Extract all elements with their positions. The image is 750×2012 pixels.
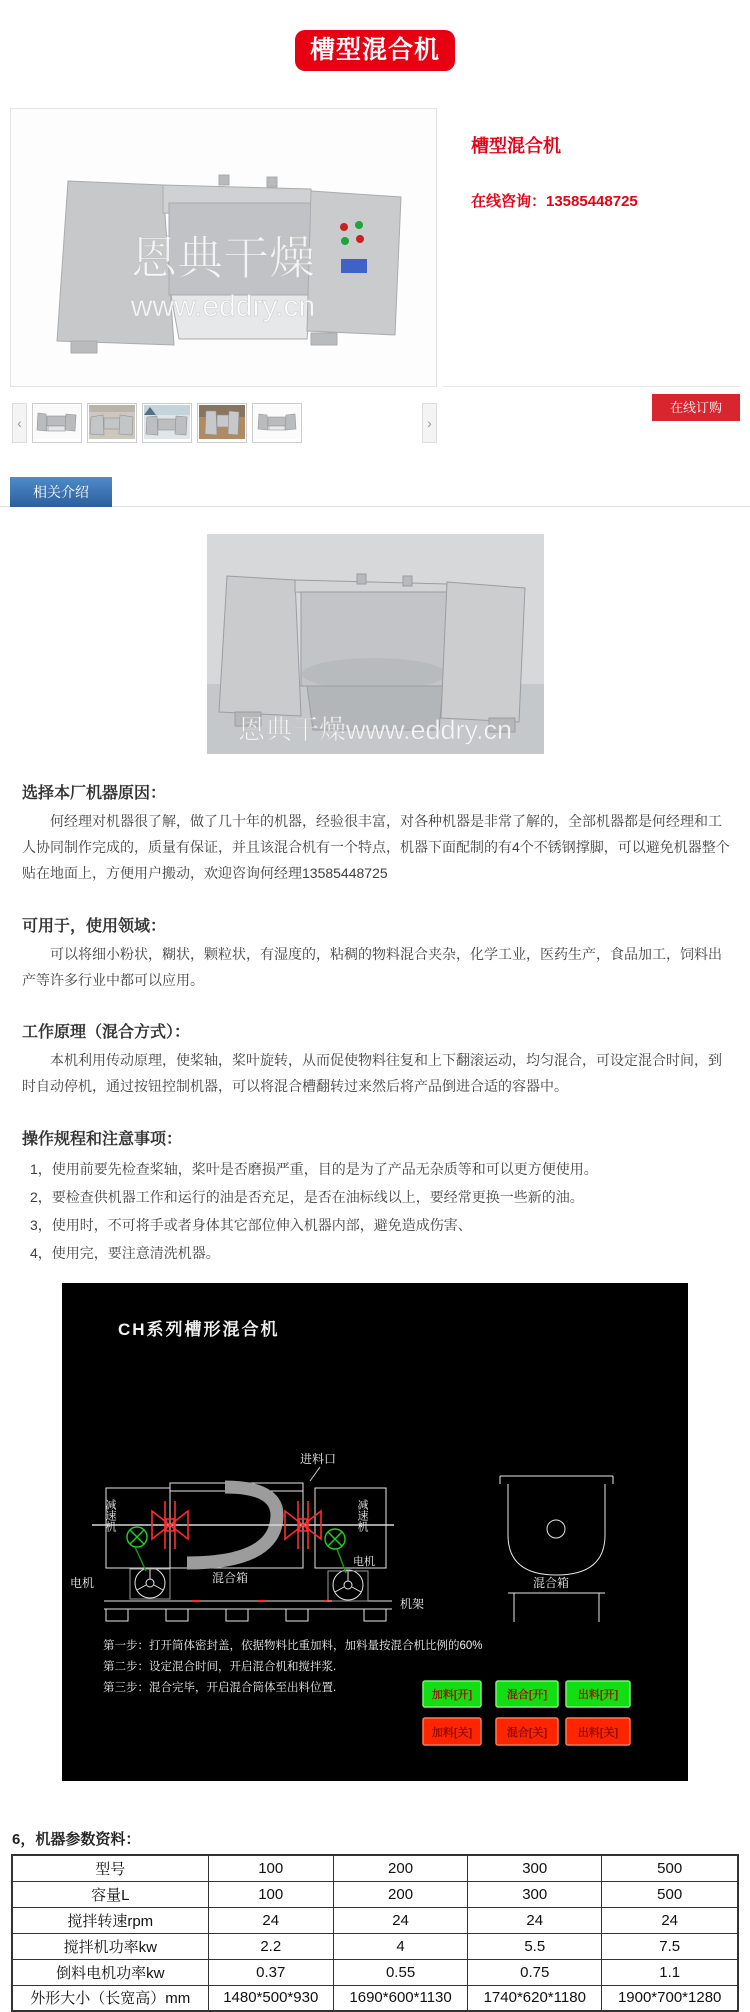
cell: 0.75 <box>468 1959 602 1985</box>
button-mix-off[interactable]: 混合[关] <box>506 1727 548 1740</box>
cell: 500 <box>602 1855 738 1881</box>
thumbnail-4[interactable] <box>197 403 247 443</box>
row-label: 搅拌转速rpm <box>12 1907 208 1933</box>
cad-step-1: 第一步：打开筒体密封盖，依据物料比重加料，加料量按混合机比例的60% <box>103 1640 483 1653</box>
operation-item: 2，要检查供机器工作和运行的油是否充足，是否在油标线以上，要经常更换一些新的油。 <box>30 1189 584 1206</box>
button-mix-on[interactable]: 混合[开] <box>506 1689 548 1702</box>
cad-label-reducer-left: 减速机 <box>104 1499 116 1533</box>
row-label: 型号 <box>12 1855 208 1881</box>
cad-label-motor-left: 电机 <box>70 1576 95 1591</box>
cell: 24 <box>333 1907 467 1933</box>
cell: 1690*600*1130 <box>333 1985 467 2011</box>
consult-phone-line: 在线咨询：13585448725 <box>471 193 638 210</box>
cell: 24 <box>208 1907 333 1933</box>
cell: 5.5 <box>468 1933 602 1959</box>
cell: 4 <box>333 1933 467 1959</box>
cell: 0.55 <box>333 1959 467 1985</box>
product-main-image[interactable] <box>10 108 437 387</box>
thumbnail-3[interactable] <box>142 403 192 443</box>
cad-label-feed-inlet: 进料口 <box>300 1452 337 1467</box>
spec-table-caption: 6，机器参数资料： <box>12 1831 141 1849</box>
table-row <box>12 1985 738 2011</box>
row-label: 搅拌机功率kw <box>12 1933 208 1959</box>
section-heading-operation: 操作规程和注意事项： <box>22 1131 183 1149</box>
thumbnail-5[interactable] <box>252 403 302 443</box>
section-heading-usage: 可用于，使用领域： <box>22 917 167 935</box>
cad-diagram <box>62 1283 688 1781</box>
cell: 300 <box>468 1855 602 1881</box>
gallery-next-button[interactable]: › <box>422 403 437 443</box>
cell: 1900*700*1280 <box>602 1985 738 2011</box>
cad-label-mixing-box-side: 混合箱 <box>533 1576 570 1591</box>
table-row <box>12 1855 738 1881</box>
cell: 200 <box>333 1881 467 1907</box>
cell: 1.1 <box>602 1959 738 1985</box>
button-discharge-on[interactable]: 出料[开] <box>577 1689 619 1702</box>
thumbnail-1[interactable] <box>32 403 82 443</box>
cell: 300 <box>468 1881 602 1907</box>
button-discharge-off[interactable]: 出料[关] <box>577 1727 619 1740</box>
cad-label-mixing-box-front: 混合箱 <box>212 1571 249 1586</box>
cad-label-frame: 机架 <box>400 1597 425 1612</box>
section-heading-principle: 工作原理（混合方式）： <box>22 1024 191 1042</box>
cell: 100 <box>208 1881 333 1907</box>
operation-list <box>22 1155 734 1267</box>
cad-step-2: 第二步：设定混合时间，开启混合机和搅拌浆. <box>103 1661 337 1674</box>
tab-related-intro[interactable]: 相关介绍 <box>10 477 112 507</box>
section-body-principle: 本机利用传动原理，使桨轴，桨叶旋转，从而促使物料往复和上下翻滚运动，均匀混合，可设定混合时间，到时自动停机，通过按钮控制机器，可以将混合槽翻转过来然后将产品倒进合适的容器中。 <box>22 1052 722 1095</box>
operation-item: 4，使用完，要注意清洗机器。 <box>30 1245 220 1262</box>
section-heading-reasons: 选择本厂机器原因： <box>22 785 167 802</box>
intro-photo <box>207 534 544 754</box>
cell: 24 <box>468 1907 602 1933</box>
product-section <box>10 108 740 387</box>
intro-machine-photo <box>207 534 544 754</box>
table-row <box>12 1959 738 1985</box>
cad-title: CH系列槽形混合机 <box>118 1320 280 1340</box>
cad-label-reducer-right: 减速机 <box>356 1499 368 1533</box>
row-label: 容量L <box>12 1881 208 1907</box>
gallery-row <box>10 389 740 451</box>
product-info-panel <box>443 108 740 387</box>
spec-table <box>11 1854 739 2012</box>
watermark-url: www.eddry.cn <box>130 290 316 323</box>
operation-item: 3，使用时，不可将手或者身体其它部位伸入机器内部，避免造成伤害、 <box>30 1217 472 1234</box>
order-online-button[interactable]: 在线订购 <box>652 394 740 421</box>
thumbnail-strip <box>12 403 437 443</box>
cell: 200 <box>333 1855 467 1881</box>
operation-item: 1，使用前要先检查桨轴，桨叶是否磨损严重，目的是为了产品无杂质等和可以更方便使用。 <box>30 1161 598 1178</box>
table-row <box>12 1881 738 1907</box>
section-body-reasons: 何经理对机器很了解，做了几十年的机器，经验很丰富，对各种机器是非常了解的，全部机器都是何经理和工人协同制作完成的，质量有保证，并且该混合机有一个特点，机器下面配制的有4个不锈钢撑脚，可以避免机器整个贴在地面上，方便用户搬动，欢迎咨询何经理13585448725 <box>22 813 730 881</box>
row-label: 倒料电机功率kw <box>12 1959 208 1985</box>
cad-step-3: 第三步：混合完毕，开启混合筒体至出料位置. <box>103 1682 337 1695</box>
tab-bar <box>0 477 750 507</box>
cell: 2.2 <box>208 1933 333 1959</box>
product-title: 槽型混合机 <box>471 136 561 156</box>
intro-photo-watermark: 恩典干燥www.eddry.cn <box>237 715 512 745</box>
watermark-brand: 恩典干燥 <box>131 232 315 284</box>
table-row <box>12 1907 738 1933</box>
page-title-banner: 槽型混合机 <box>295 30 455 71</box>
cad-label-motor-right: 电机 <box>353 1556 375 1569</box>
button-feed-on[interactable]: 加料[开] <box>431 1689 473 1702</box>
cell: 24 <box>602 1907 738 1933</box>
cell: 1740*620*1180 <box>468 1985 602 2011</box>
cell: 0.37 <box>208 1959 333 1985</box>
cell: 1480*500*930 <box>208 1985 333 2011</box>
cell: 7.5 <box>602 1933 738 1959</box>
thumbnail-2[interactable] <box>87 403 137 443</box>
product-machine-photo <box>11 109 436 386</box>
gallery-prev-button[interactable]: ‹ <box>12 403 27 443</box>
cell: 500 <box>602 1881 738 1907</box>
row-label: 外形大小（长宽高）mm <box>12 1985 208 2011</box>
button-feed-off[interactable]: 加料[关] <box>431 1727 473 1740</box>
section-body-usage: 可以将细小粉状，糊状，颗粒状，有湿度的，粘稠的物料混合夹杂，化学工业，医药生产，食品加工，饲料出产等许多行业中都可以应用。 <box>22 945 722 988</box>
table-row <box>12 1933 738 1959</box>
article-content <box>22 780 734 1267</box>
cell: 100 <box>208 1855 333 1881</box>
